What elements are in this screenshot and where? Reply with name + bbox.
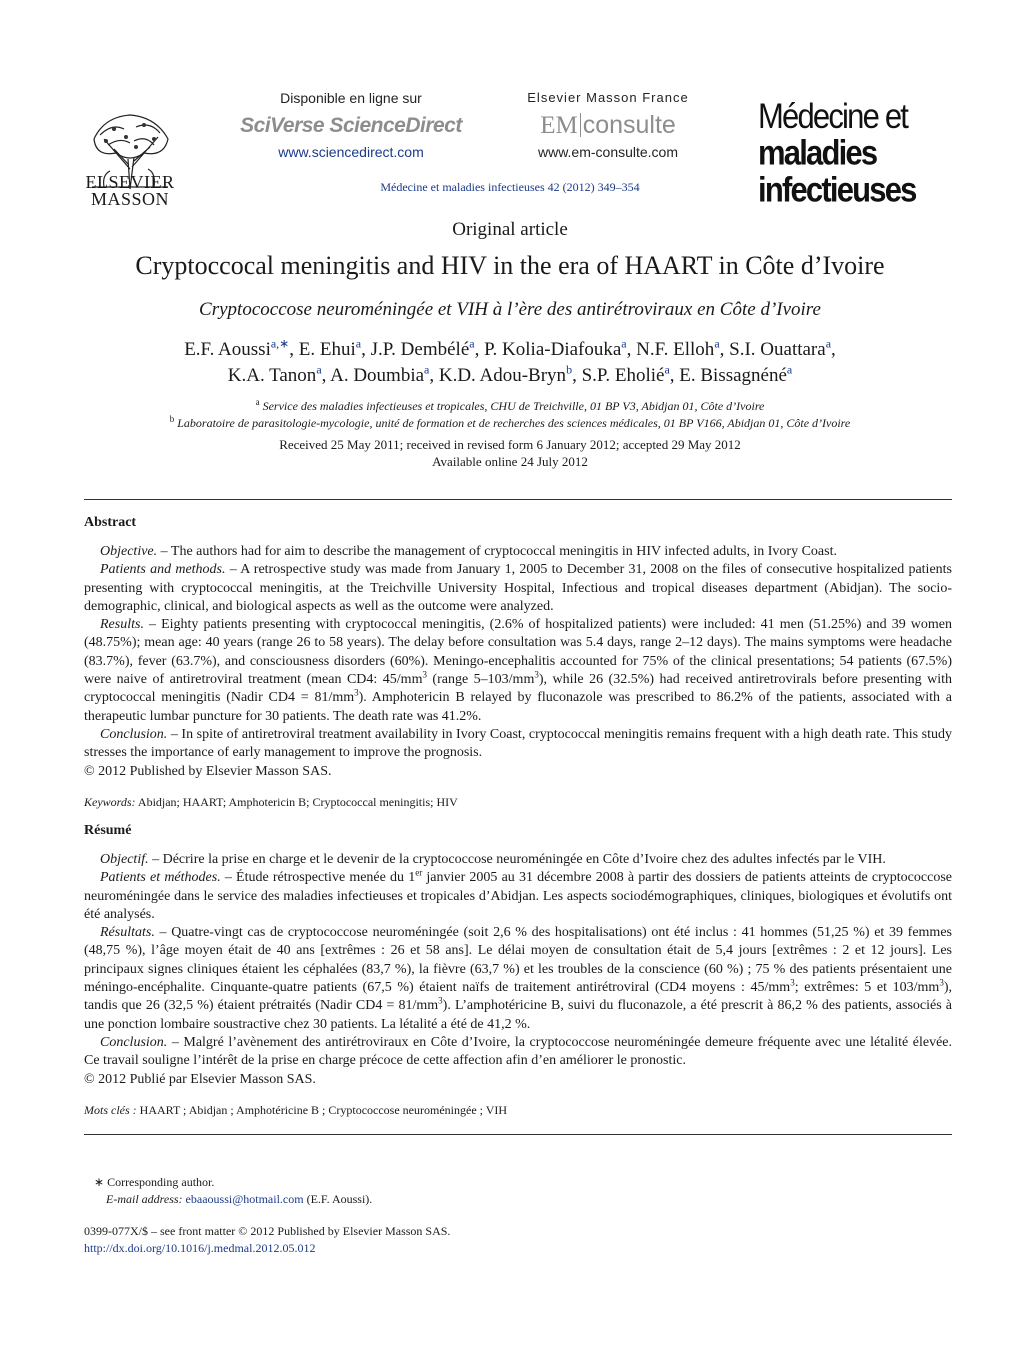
elsevier-word-line2: MASSON <box>90 189 170 209</box>
author-separator: , <box>429 365 439 386</box>
author-affiliation-marker[interactable]: a,∗ <box>270 336 290 351</box>
resume-resultats-label: Résultats. <box>100 925 155 941</box>
abstract-results-sup-3: 3 <box>354 687 359 698</box>
mots-cles <box>84 1103 952 1118</box>
em-publisher-text: Elsevier Masson France <box>527 90 689 105</box>
affiliation-b <box>60 415 960 432</box>
corresponding-author-line <box>84 1174 952 1191</box>
abstract-results-text-4: ). Amphotericin B relayed by fluconazole was prescribed to 86.2% of the patients, associated with a therapeutic lumbar puncture for 30 patients. The death rate was 41.2%. <box>84 690 952 724</box>
author-separator: , <box>719 339 730 360</box>
affiliations <box>60 398 960 432</box>
author-affiliation-marker[interactable]: b <box>566 362 573 377</box>
sciencedirect-block <box>232 90 470 160</box>
sciencedirect-brand: SciVerse ScienceDirect <box>240 114 462 137</box>
author-affiliation-marker[interactable]: a <box>316 362 322 377</box>
em-consulte-brand <box>510 111 706 140</box>
resume-resultats-text-4: ). L’amphotéricine B, suivi du fluconazole, a été prescrit à 86,2 % des patients, associés à une ponction lombaire soustractive chez 30 patients. La létalité a été de 41,2 %. <box>84 998 952 1032</box>
abstract-methods-label: Patients and methods. <box>100 562 226 578</box>
journal-title-line1: Médecine et <box>758 95 908 136</box>
resume-resultats-text-1: – Quatre-vingt cas de cryptococcose neuroméningée (soit 2,6 % des hospitalisations) ont été inclus : 41 hommes (51,25 %) et 39 femmes (48,75 %), l’âge moyen était de 40 ans [extrêmes : 26 et 58 ans]. Le délai moyen de consultation était de 5,4 jours [extrêmes : 2 et 12 jours]. Les principaux signes cliniques étaient les céphalées (83,7 %), la fièvre (63,7 %) et les troubles de la conscience (60 %) ; 75 % des patients présentaient une méningo-encéphalite. Cinquante-quatre patients (67,5 %) étaient naïfs de traitement antirétroviral (CD4 moyens : 45/mm <box>84 925 952 996</box>
sd-available-text: Disponible en ligne sur <box>280 90 422 106</box>
article-title: Cryptoccocal meningitis and HIV in the era of HAART in Côte d’Ivoire <box>135 251 885 280</box>
author-name: J.P. Dembélé <box>370 339 470 360</box>
article-type: Original article <box>452 219 568 240</box>
author-separator: , <box>626 339 637 360</box>
author-name: P. Kolia-Diafouka <box>484 339 622 360</box>
keywords-list: Abidjan; HAART; Amphotericin B; Cryptococcal meningitis; HIV <box>135 795 458 809</box>
author-name: S.P. Eholié <box>581 365 665 386</box>
divider-bottom <box>84 1134 952 1135</box>
author-name: E.F. Aoussi <box>184 339 271 360</box>
available-online: Available online 24 July 2012 <box>432 454 588 469</box>
abstract-heading: Abstract <box>84 515 137 530</box>
author-name: A. Doumbia <box>330 365 425 386</box>
article-subtitle: Cryptococcose neuroméningée et VIH à l’ère des antirétroviraux en Côte d’Ivoire <box>199 299 821 320</box>
keywords-label: Keywords: <box>84 795 136 809</box>
abstract-body <box>84 543 952 781</box>
author-name: S.I. Ouattara <box>729 339 826 360</box>
author-separator: , <box>321 365 331 386</box>
author-affiliation-marker[interactable]: a <box>621 336 627 351</box>
author-separator: , <box>669 365 680 386</box>
em-brand-divider <box>580 113 581 137</box>
author-separator: , <box>361 339 371 360</box>
sciencedirect-link[interactable]: www.sciencedirect.com <box>278 144 424 160</box>
abstract-conclusion-text: – In spite of antiretroviral treatment availability in Ivory Coast, cryptococcal meningitis remains frequent with a high death rate. This study stresses the importance of early management to improve the prognosis. <box>84 726 952 761</box>
mots-cles-label: Mots clés : <box>84 1103 137 1117</box>
email-line <box>84 1191 952 1208</box>
doi-link[interactable]: http://dx.doi.org/10.1016/j.medmal.2012.05.012 <box>84 1241 316 1255</box>
author-affiliation-marker[interactable]: a <box>469 336 475 351</box>
author-affiliation-marker[interactable]: a <box>664 362 670 377</box>
affiliation-b-marker: b <box>169 414 175 424</box>
em-brand-left: EM <box>540 112 578 139</box>
resume-methodes-sup: er <box>415 867 423 878</box>
abstract-results-text-1: – Eighty patients presenting with cryptococcal meningitis, (2.6% of hospitalized patients) were included: 41 men (51.25%) and 39 women (48.75%); mean age: 40 years (range 26 to 58 years). The delay before consultation was 5.4 days, range 2–12 days). The mains symptoms were headache (83.7%), fever (63.7%), and consciousness disorders (60%). Meningo-encephalitis accounted for 75% of the clinical presentations; 54 patients (67.5%) were naive of antiretroviral treatment (mean CD4: 45/mm <box>84 617 952 688</box>
resume-resultats-sup-3: 3 <box>438 995 443 1006</box>
author-name: E. Bissagnéné <box>679 365 787 386</box>
abstract-conclusion <box>84 726 952 763</box>
abstract-methods-text: – A retrospective study was made from January 1, 2005 to December 31, 2008 on the files of consecutive hospitalized patients presenting with cryptococcal meningitis, at the Treichville University Hospital, Infectious and tropical diseases department (Abidjan). The socio-demographic, clinical, and biological aspects as well as the outcome were analyzed. <box>84 562 952 614</box>
affiliation-a <box>60 398 960 415</box>
resume-conclusion <box>84 1034 952 1071</box>
author-separator: , <box>474 339 485 360</box>
abstract-objective-label: Objective. <box>100 544 158 559</box>
issn-line: 0399-077X/$ – see front matter © 2012 Published by Elsevier Masson SAS. <box>84 1224 451 1238</box>
author-affiliation-marker[interactable]: a <box>786 362 793 377</box>
abstract-results-sup-1: 3 <box>422 669 427 680</box>
author-list <box>60 337 960 389</box>
author-name: E. Ehui <box>298 339 356 360</box>
keywords <box>84 795 952 810</box>
resume-copyright: © 2012 Publié par Elsevier Masson SAS. <box>84 1071 316 1087</box>
elsevier-word-line1: ELSEVIER <box>85 172 175 192</box>
abstract-objective-text: – The authors had for aim to describe the management of cryptococcal meningitis in HIV infected adults, in Ivory Coast. <box>157 544 837 559</box>
abstract-results-sup-2: 3 <box>534 669 539 680</box>
author-affiliation-marker[interactable]: a <box>424 362 430 377</box>
resume-conclusion-text: – Malgré l’avènement des antirétroviraux en Côte d’Ivoire, la cryptococcose neuroméningée demeure fréquente avec une létalité élevée. Ce travail souligne l’intérêt de la prise en charge précoce de cette affection afin d’en améliorer le pronostic. <box>84 1034 952 1069</box>
author-line-1 <box>60 337 960 363</box>
resume-resultats <box>84 924 952 1034</box>
resume-methodes <box>84 869 952 924</box>
author-separator: , <box>289 339 299 360</box>
author-separator: , <box>831 339 836 360</box>
divider-top <box>84 499 952 500</box>
resume-conclusion-label: Conclusion. <box>100 1034 168 1050</box>
abstract-results-text-3: ), while 26 (32.5%) had received antiretrovirals before presenting with cryptococcal meningitis (Nadir CD4 = 81/mm <box>84 672 953 706</box>
resume-resultats-text-3: ), tandis que 26 (32,5 %) étaient prétraités (Nadir CD4 = 81/mm <box>84 980 952 1014</box>
resume-methodes-text-1: – Étude rétrospective menée du 1 <box>220 870 416 886</box>
author-name: K.A. Tanon <box>227 365 317 386</box>
resume-heading: Résumé <box>84 823 132 838</box>
affiliation-b-text: Laboratoire de parasitologie-mycologie, unité de formation et de recherches des sciences médicales, 01 BP V166, Abidjan 01, Côte d’Ivoire <box>177 416 851 430</box>
received-dates: Received 25 May 2011; received in revised form 6 January 2012; accepted 29 May 2012 <box>279 437 741 452</box>
corresp-marker: ∗ <box>94 1175 105 1189</box>
affiliation-a-text: Service des maladies infectieuses et tropicales, CHU de Treichville, 01 BP V3, Abidjan 01, Côte d’Ivoire <box>262 399 765 413</box>
author-affiliation-marker[interactable]: a <box>714 336 720 351</box>
em-consulte-link[interactable]: www.em-consulte.com <box>537 144 679 160</box>
resume-objectif-label: Objectif. <box>100 852 149 867</box>
author-affiliation-marker[interactable]: a <box>825 336 832 351</box>
email-label: E-mail address: <box>106 1192 183 1206</box>
resume-objectif-text: – Décrire la prise en charge et le devenir de la cryptococcose neuroméningée en Côte d’Ivoire chez des adultes infectés par le VIH. <box>148 852 886 867</box>
email-link[interactable]: ebaaoussi@hotmail.com <box>185 1192 304 1206</box>
author-separator: , <box>572 365 582 386</box>
abstract-results-text-2: (range 5–103/mm <box>426 672 535 688</box>
em-consulte-block <box>510 90 706 160</box>
resume-resultats-sup-2: 3 <box>939 977 944 988</box>
journal-title-line2: maladies infectieuses <box>758 132 916 210</box>
resume-resultats-sup-1: 3 <box>790 977 795 988</box>
corresp-label: Corresponding author. <box>104 1175 215 1189</box>
abstract-results <box>84 616 952 726</box>
author-affiliation-marker[interactable]: a <box>355 336 362 351</box>
resume-objectif <box>84 851 952 869</box>
author-name: N.F. Elloh <box>636 339 715 360</box>
author-name: K.D. Adou-Bryn <box>438 365 567 386</box>
email-suffix: (E.F. Aoussi). <box>303 1192 373 1206</box>
abstract-copyright: © 2012 Published by Elsevier Masson SAS. <box>84 763 332 779</box>
corresponding-author-note <box>84 1174 952 1208</box>
resume-methodes-label: Patients et méthodes. <box>100 870 221 886</box>
author-line-2 <box>60 363 960 389</box>
resume-resultats-text-2: ; extrêmes: 5 et 103/mm <box>794 980 940 996</box>
affiliation-a-marker: a <box>255 397 260 407</box>
resume-body <box>84 851 952 1089</box>
abstract-results-label: Results. <box>100 617 144 633</box>
abstract-objective <box>84 543 952 561</box>
em-brand-right: consulte <box>582 111 676 139</box>
front-matter-info <box>84 1223 952 1257</box>
resume-methodes-text-2: janvier 2005 au 31 décembre 2008 à partir des dossiers de patients atteints de cryptococcose neuroméningée dans le service des maladies infectieuses et tropicales d’Abidjan. Les aspects sociodémographiques, cliniques, biologiques et évolutifs ont été analysés. <box>84 870 952 922</box>
abstract-methods <box>84 561 952 616</box>
article-dates <box>0 436 1020 470</box>
abstract-conclusion-label: Conclusion. <box>100 726 168 742</box>
mots-cles-list: HAART ; Abidjan ; Amphotéricine B ; Cryptococcose neuroméningée ; VIH <box>136 1103 508 1117</box>
journal-citation[interactable]: Médecine et maladies infectieuses 42 (2012) 349–354 <box>380 180 640 194</box>
